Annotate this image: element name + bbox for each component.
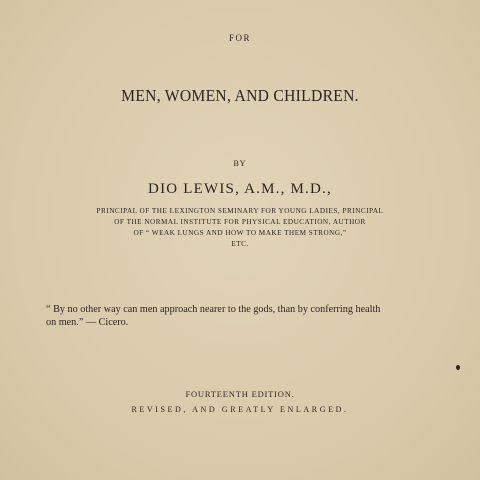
- edition-line: FOURTEENTH EDITION.: [185, 389, 295, 399]
- credentials-line: PRINCIPAL OF THE LEXINGTON SEMINARY FOR YOUNG LADIES, PRINCIPAL: [96, 207, 384, 215]
- for-line: FOR: [228, 33, 251, 43]
- ink-speck: [456, 365, 460, 370]
- epigraph-line: on men.” — Cicero.: [46, 317, 129, 328]
- credentials-line: OF “ WEAK LUNGS AND HOW TO MAKE THEM STRONG,”: [133, 229, 347, 237]
- author-name: DIO LEWIS, A.M., M.D.,: [148, 181, 332, 197]
- credentials-line: OF THE NORMAL INSTITUTE FOR PHYSICAL EDUCATION, AUTHOR: [114, 218, 366, 226]
- epigraph-line: “ By no other way can men approach nearer to the gods, than by conferring health: [46, 304, 381, 315]
- by-line: BY: [233, 159, 247, 168]
- revised-line: REVISED, AND GREATLY ENLARGED.: [131, 405, 349, 414]
- page-title: MEN, WOMEN, AND CHILDREN.: [121, 86, 359, 105]
- epigraph: [46, 303, 416, 329]
- credentials-line: ETC.: [231, 240, 249, 248]
